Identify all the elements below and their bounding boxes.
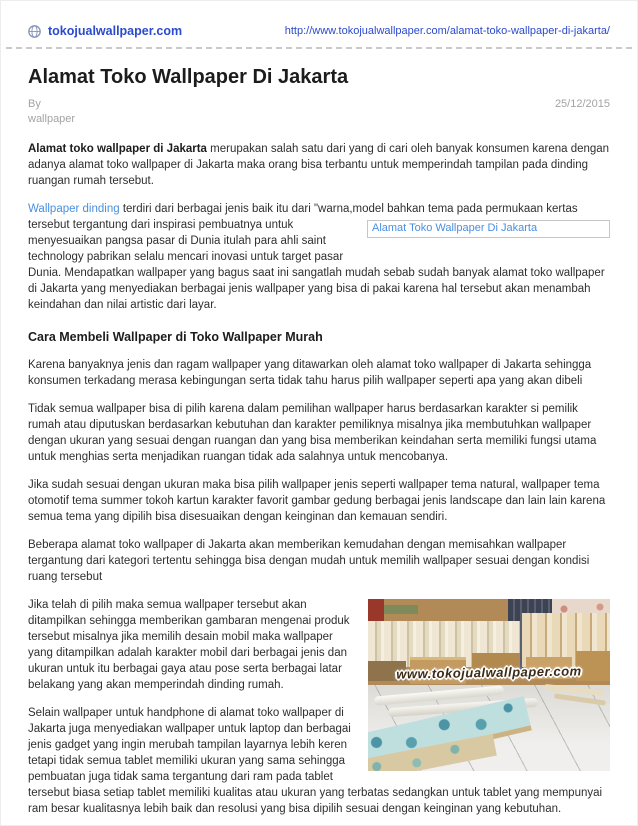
callout-link-box[interactable] bbox=[367, 220, 610, 238]
page-url-link[interactable]: http://www.tokojualwallpaper.com/alamat-toko-wallpaper-di-jakarta/ bbox=[284, 25, 610, 37]
header bbox=[28, 24, 610, 38]
paragraph-8: Selain wallpaper untuk handphone di alamat toko wallpaper di Jakarta juga menyediakan wallpaper untuk laptop dan berbagai jenis gadget yang ingin merubah tampilan layarnya lebih keren tetapi tidak semua tablet memiliki ukuran yang sama sehingga pembuatan juga tidak sama tergantung dari ram pada tablet tersebut biasa setiap tablet memiliki kualitas atau ukuran yang terbatas sedangkan untuk tablet yang mempunyai ram besar kualitasnya lebih baik dan resolusi yang bisa dipilih sesuai dengan keinginan yang kebutuhan. bbox=[28, 707, 603, 815]
intro-lead-bold: Alamat toko wallpaper di Jakarta bbox=[28, 143, 207, 155]
photo-wall-shelf bbox=[384, 605, 418, 614]
paragraph-2-text-b: tergantung dari inspirasi pembuatnya untuk menyesuaikan pangsa pasar di Dunia itulah para ahli saint technology pabrikan selalu mencari inovasi untuk target pasar Dunia. Mendapatkan wallpaper yang bagus saat ini sangatlah mudah sebab sudah banyak alamat toko wallpaper di Jakarta yang menyediakan berbagai jenis wallpaper yang bisa di pakai karena hal tersebut akan menambah keindahan dan nilai artistic dari layar. bbox=[28, 219, 605, 311]
page-title: Alamat Toko Wallpaper Di Jakarta bbox=[28, 66, 349, 88]
intro-text: merupakan salah satu dari yang di cari oleh banyak konsumen karena dengan adanya alamat toko wallpaper di Jakarta maka orang bisa terbantu untuk memperindah tampilan pada dinding ruangan rumah tersebut. bbox=[28, 143, 610, 187]
paragraph-intro bbox=[28, 141, 610, 189]
publish-date: 25/12/2015 bbox=[554, 98, 610, 110]
wallpaper-store-photo bbox=[368, 599, 610, 771]
byline-author-block bbox=[28, 97, 75, 126]
byline bbox=[28, 97, 610, 126]
site-name-link[interactable]: tokojualwallpaper.com bbox=[48, 24, 183, 38]
paragraph-2 bbox=[28, 201, 610, 313]
site-identity bbox=[28, 24, 182, 38]
byline-label: By bbox=[28, 98, 41, 110]
paragraph-7 bbox=[28, 597, 610, 693]
paragraph-3: Karena banyaknya jenis dan ragam wallpaper yang ditawarkan oleh alamat toko wallpaper di Jakarta sehingga konsumen terkadang merasa kebingungan serta tidak tahu harus pilih wallpaper seperti apa yang akan dibeli bbox=[28, 359, 592, 387]
paragraph-6: Beberapa alamat toko wallpaper di Jakarta akan memberikan kemudahan dengan memisahkan wallpaper tergantung dari kategori tertentu sehingga bisa dengan mudah untuk memilih wallpaper sesuai dengan kondisi ruang tersebut bbox=[28, 539, 590, 583]
section-heading: Cara Membeli Wallpaper di Toko Wallpaper Murah bbox=[28, 330, 323, 344]
author-name: wallpaper bbox=[28, 113, 76, 125]
header-divider bbox=[6, 47, 632, 49]
globe-icon bbox=[28, 25, 41, 38]
photo-watermark: www.tokojualwallpaper.com bbox=[396, 663, 582, 682]
paragraph-7-text: Jika telah di pilih maka semua wallpaper tersebut akan ditampilkan sehingga memberikan gambaran mengenai produk tersebut misalnya jika memilih desain mobil maka wallpaper yang ditampilkan adalah karakter mobil dari berbagai jenis dan ukuran untuk itu berbagai gaya atau pose serta berbagai latar belakang yang akan memperindah dinding rumah. bbox=[28, 599, 350, 691]
paragraph-2-text-a: terdiri dari berbagai jenis baik itu dari "warna,model bahkan tema pada permukaan kertas tersebut bbox=[28, 203, 578, 231]
paragraph-4: Tidak semua wallpaper bisa di pilih karena dalam pemilihan wallpaper harus berdasarkan karakter si pemilik rumah atau diputuskan berdasarkan kebutuhan dan karakter pemiliknya misalnya jika membutuhkan wallpaper dengan ukuran yang sesuai dengan ruangan dan yang bisa memberikan keindahan serta memiliki fungsi utama untuk menghias serta menjadikan ruangan tidak ada salahnya untuk mencobanya. bbox=[28, 403, 597, 463]
callout-text: Alamat Toko Wallpaper Di Jakarta bbox=[372, 222, 538, 234]
wallpaper-dinding-link[interactable]: Wallpaper dinding bbox=[28, 203, 120, 215]
paragraph-5: Jika sudah sesuai dengan ukuran maka bisa pilih wallpaper jenis seperti wallpaper tema natural, wallpaper tema otomotif tema summer tokoh kartun karakter favorit gambar gedung berbagai jenis landscape dan lain lain karena semua tema yang dipilih bisa disesuaikan dengan keinginan dan kemauan sendiri. bbox=[28, 479, 606, 523]
